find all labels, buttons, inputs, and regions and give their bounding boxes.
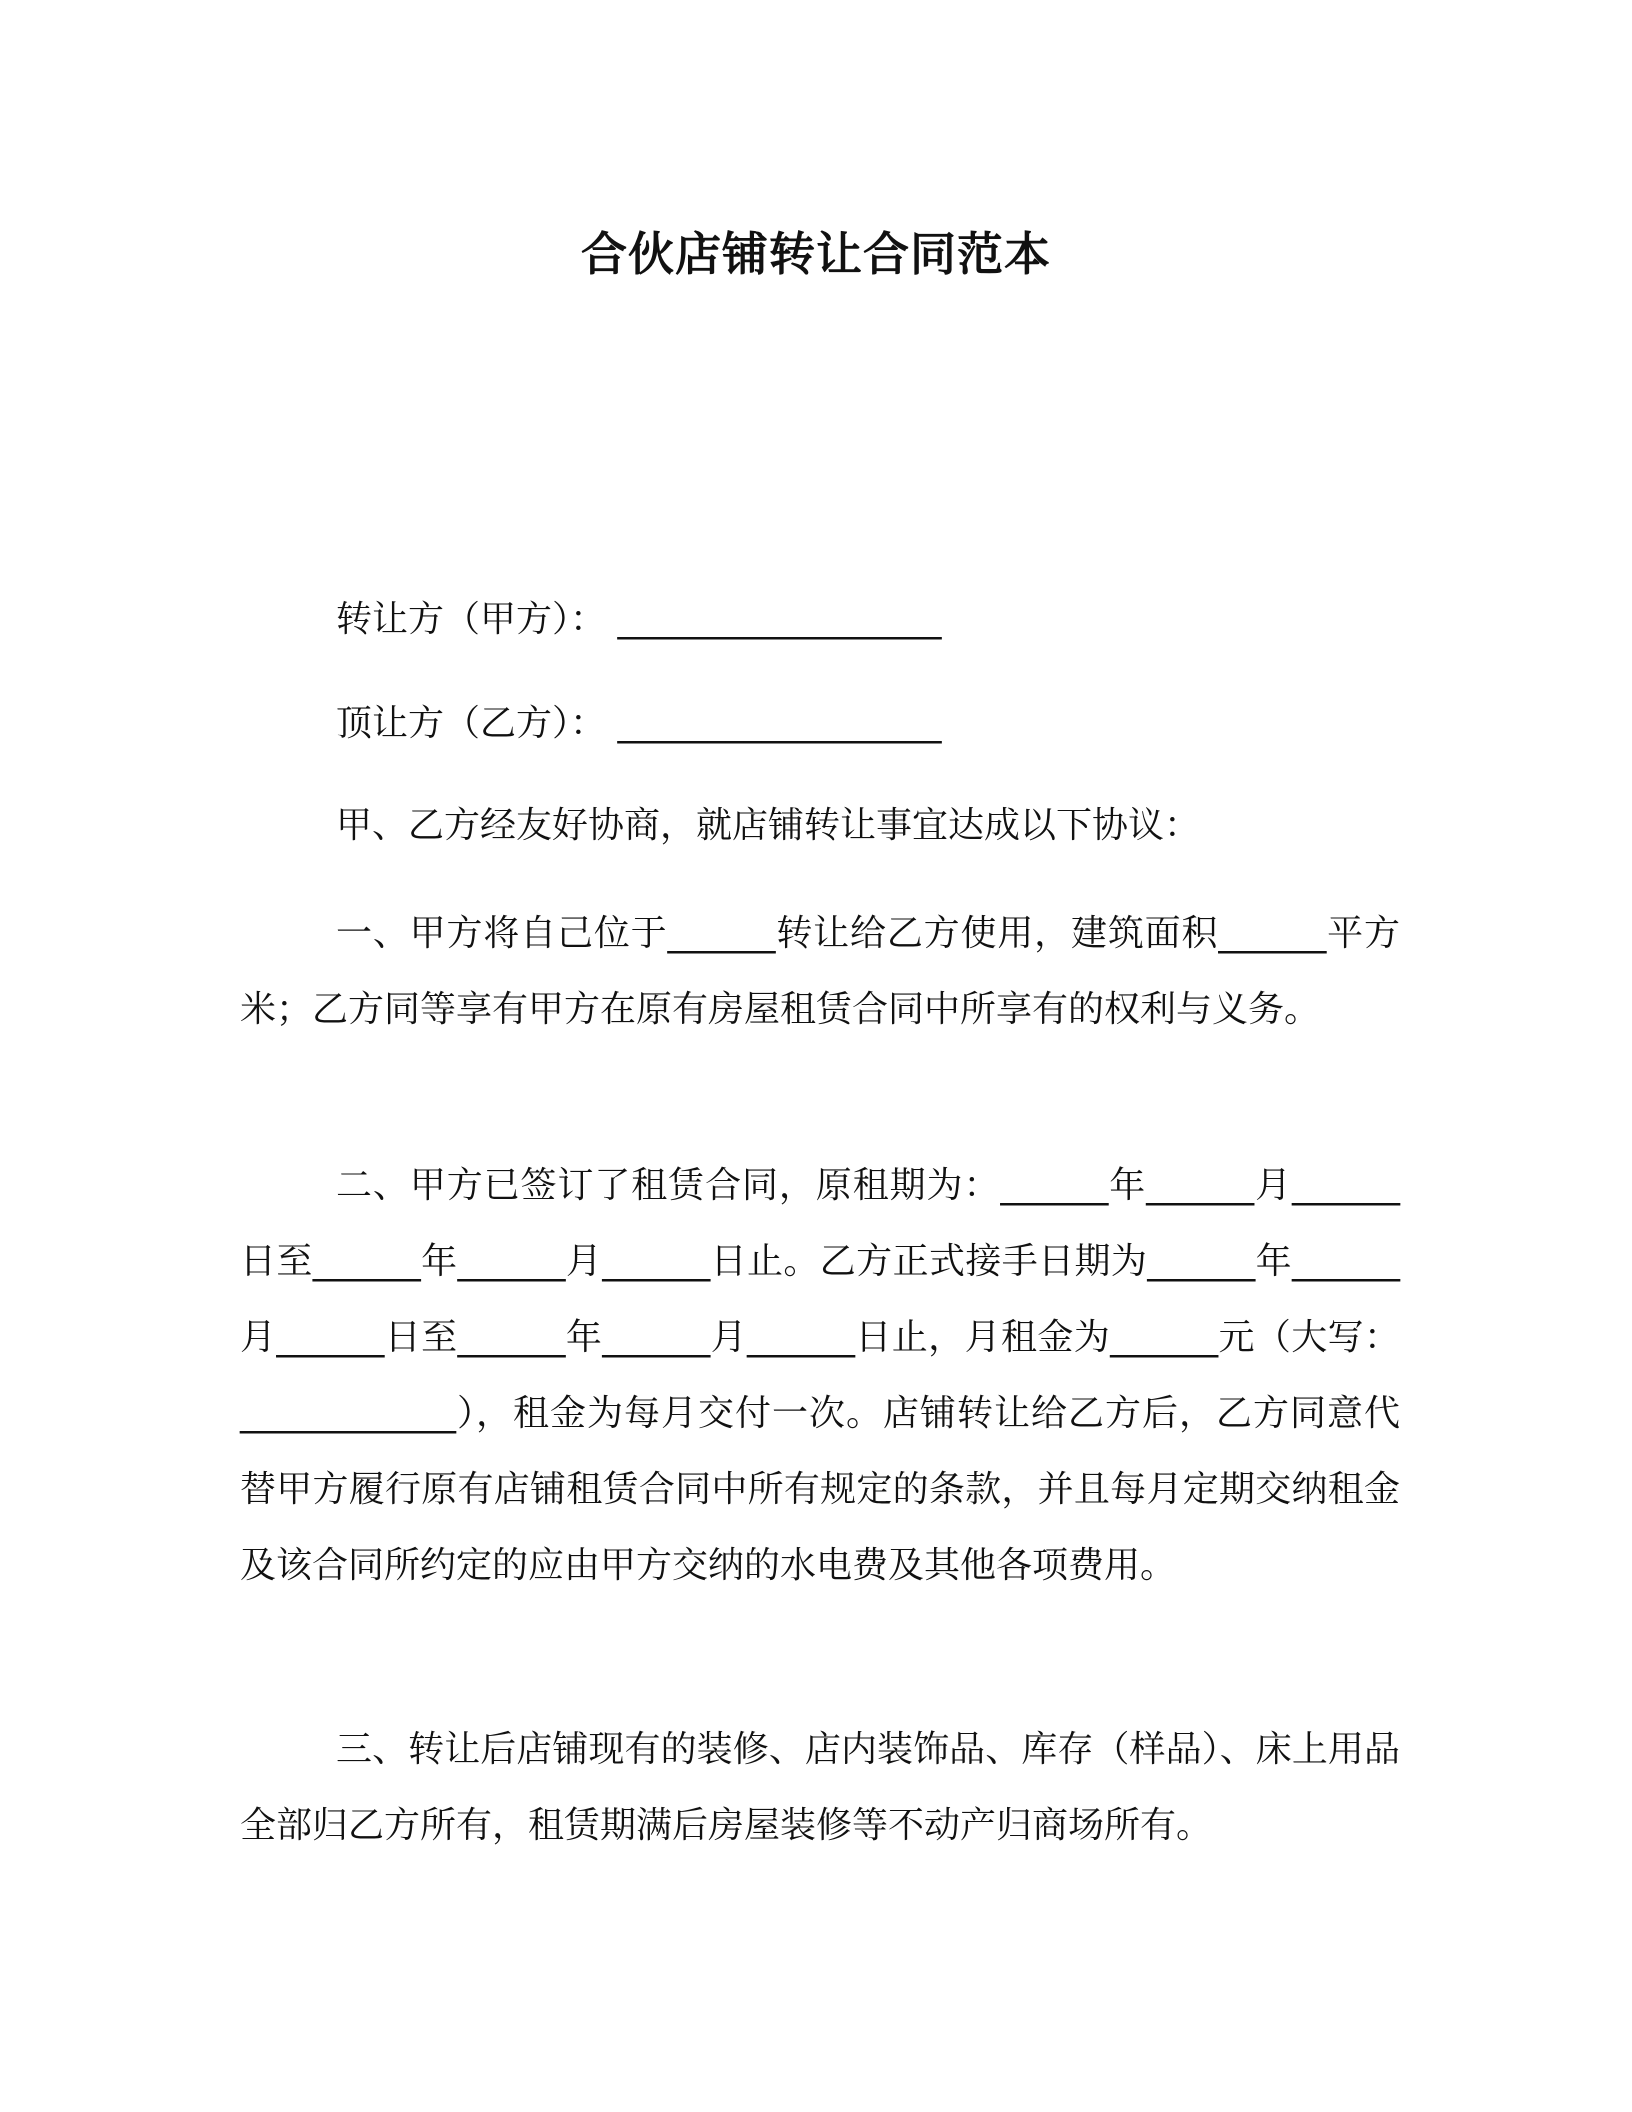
clause-1-text: 一、甲方将自己位于______转让给乙方使用，建筑面积______平方米；乙方同等享有甲方在原有房屋租赁合同中所享有的权利与义务。 (240, 913, 1400, 1030)
clause-1 (240, 896, 1400, 1048)
intro-paragraph (240, 788, 1400, 864)
party-a-text: 转让方（甲方）： __________________ (336, 599, 942, 640)
clause-3 (240, 1712, 1400, 1864)
document-title: 合伙店铺转让合同范本 (581, 227, 1051, 281)
party-b-text: 顶让方（乙方）： __________________ (336, 703, 942, 744)
party-b-line (240, 686, 1400, 762)
party-a-line (240, 582, 1400, 658)
clause-3-text: 三、转让后店铺现有的装修、店内装饰品、库存（样品）、床上用品全部归乙方所有，租赁期满后房屋装修等不动产归商场所有。 (240, 1729, 1400, 1846)
intro-text: 甲、乙方经友好协商，就店铺转让事宜达成以下协议： (336, 805, 1201, 846)
clause-2-text: 二、甲方已签订了租赁合同，原租期为：______年______月______日至______年______月______日止。乙方正式接手日期为______年______月______日至______年______月______日止，月租金为______元（大写：____________），租金为每月交付一次。店铺转让给乙方后，乙方同意代替甲方履行原有店铺租赁合同中所有规定的条款，并且每月定期交纳租金及该合同所约定的应由甲方交纳的水电费及其他各项费用。 (240, 1165, 1400, 1586)
clause-2 (240, 1148, 1400, 1604)
